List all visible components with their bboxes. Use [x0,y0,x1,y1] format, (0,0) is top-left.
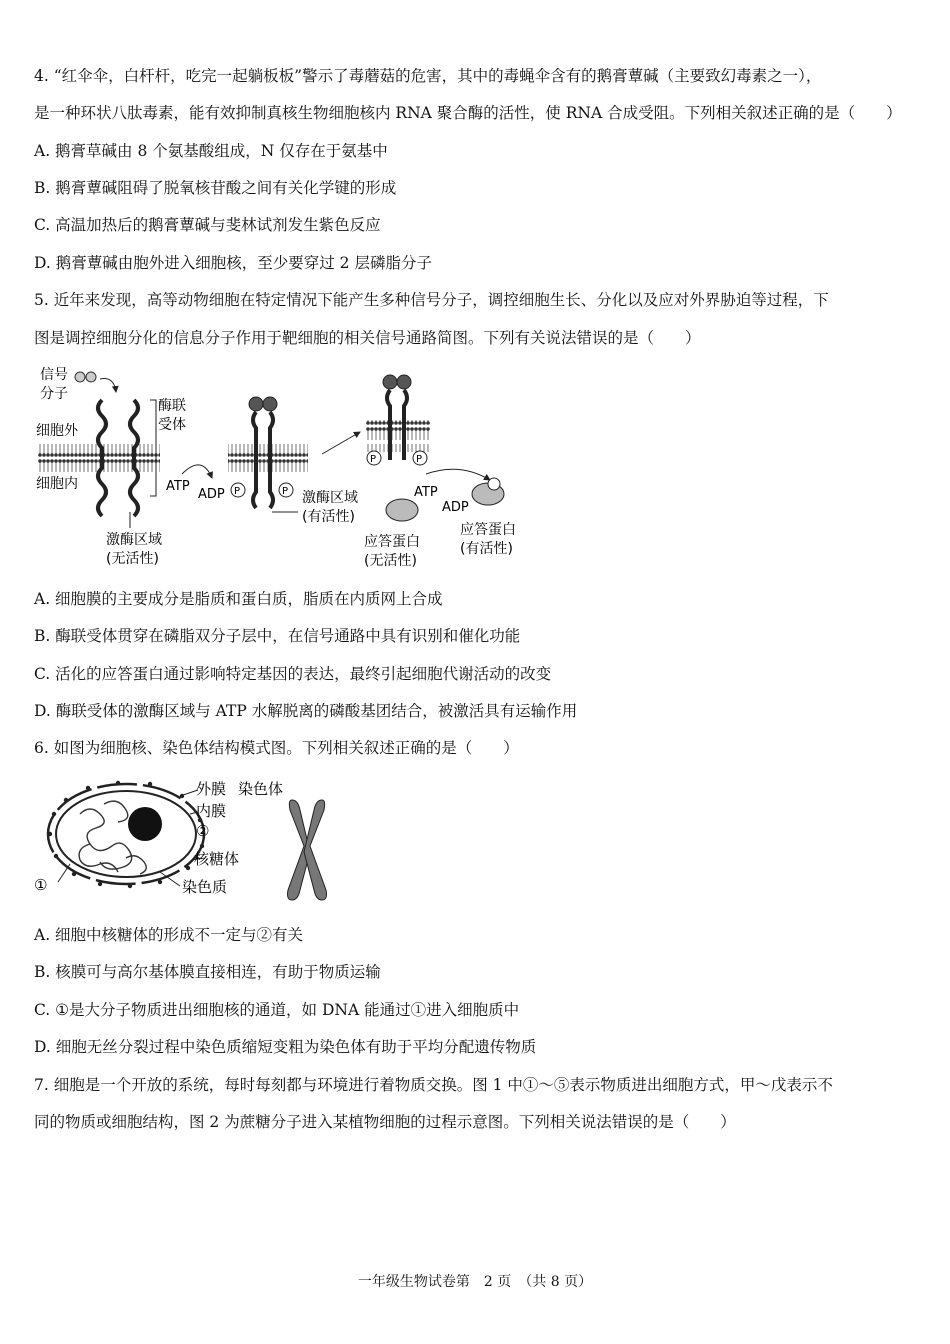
q5-signal-pathway-figure [30,362,530,574]
response-inactive-label-1: 应答蛋白 [364,534,420,550]
outside-label: 细胞外 [36,423,78,439]
signal-molecule-icon [75,372,85,382]
q4-stem-line1: 4. “红伞伞，白杆杆，吃完一起躺板板”警示了毒蘑菇的危害，其中的毒蝇伞含有的鹅膏蕈碱（主要致幻毒素之一）， [34,67,822,85]
inside-label: 细胞内 [36,476,78,492]
membrane-right [366,420,430,452]
q5-option-d: D. 酶联受体的激酶区域与 ATP 水解脱离的磷酸基团结合，被激活具有运输作用 [34,702,578,720]
adp-label-2: ADP [442,500,469,515]
kinase-inactive-label-2: (无活性) [106,551,159,567]
kinase-active-label-1: 激酶区域 [302,490,358,506]
response-protein-inactive [386,499,418,521]
q4-stem-line2: 是一种环状八肽毒素，能有效抑制真核生物细胞核内 RNA 聚合酶的活性，使 RNA 合成受阻。下列相关叙述正确的是（ ） [34,104,902,122]
phosphate-1: P [234,486,241,497]
ribosome-label: 核糖体 [194,850,240,868]
enzyme-label-2: 受体 [158,417,186,433]
channel-label: ① [34,876,48,894]
enzyme-label-1: 酶联 [158,398,186,414]
q6-nucleus-chromosome-figure [30,774,340,906]
phosphate-3: P [370,454,377,465]
q5-option-b: B. 酶联受体贯穿在磷脂双分子层中，在信号通路中具有识别和催化功能 [34,627,521,645]
phosphate-2: P [282,486,289,497]
outer-membrane-shape [48,784,204,884]
response-inactive-label-2: (无活性) [364,553,417,569]
q6-option-b: B. 核膜可与高尔基体膜直接相连，有助于物质运输 [34,963,381,981]
q7-stem-line2: 同的物质或细胞结构，图 2 为蔗糖分子进入某植物细胞的过程示意图。下列相关说法错误的是（ ） [34,1113,736,1131]
q4-option-c: C. 高温加热后的鹅膏蕈碱与斐林试剂发生紫色反应 [34,216,381,234]
q4-option-a: A. 鹅膏草碱由 8 个氨基酸组成，N 仅存在于氨基中 [34,142,388,160]
q5-stem-line2: 图是调控细胞分化的信息分子作用于靶细胞的相关信号通路简图。下列有关说法错误的是（ ） [34,329,701,347]
signal-label-1: 信号 [40,367,68,383]
adp-label-1: ADP [198,487,225,502]
q5-option-a: A. 细胞膜的主要成分是脂质和蛋白质，脂质在内质网上合成 [34,590,443,608]
chromatin-label: 染色质 [182,878,228,896]
response-active-label-2: (有活性) [460,541,513,557]
q6-stem: 6. 如图为细胞核、染色体结构模式图。下列相关叙述正确的是（ ） [34,739,519,757]
q6-option-a: A. 细胞中核糖体的形成不一定与②有关 [34,926,304,944]
q4-option-d: D. 鹅膏蕈碱由胞外进入细胞核，至少要穿过 2 层磷脂分子 [34,254,432,272]
q6-option-d: D. 细胞无丝分裂过程中染色质缩短变粗为染色体有助于平均分配遗传物质 [34,1038,537,1056]
signal-label-2: 分子 [40,386,68,402]
q6-option-c: C. ①是大分子物质进出细胞核的通道，如 DNA 能通过①进入细胞质中 [34,1001,520,1019]
q5-stem-line1: 5. 近年来发现，高等动物细胞在特定情况下能产生多种信号分子，调控细胞生长、分化以及应对外界胁迫等过程，下 [34,291,829,309]
phosphate-4: P [416,454,423,465]
inner-membrane-label: 内膜 [196,802,227,820]
kinase-inactive-label-1: 激酶区域 [106,532,162,548]
atp-label-1: ATP [166,479,190,494]
chromosome-label: 染色体 [238,780,284,798]
pore-label: ② [196,822,210,840]
outer-membrane-label: 外膜 [196,780,227,798]
nucleolus-shape [128,807,162,841]
atp-label-2: ATP [414,485,438,500]
page-footer: 一年级生物试卷第 2 页 （共 8 页） [357,1274,593,1290]
q4-option-b: B. 鹅膏蕈碱阻碍了脱氧核苷酸之间有关化学键的形成 [34,179,397,197]
chromosome-shape [288,800,327,900]
kinase-active-label-2: (有活性) [302,509,355,525]
q5-option-c: C. 活化的应答蛋白通过影响特定基因的表达，最终引起细胞代谢活动的改变 [34,665,552,683]
inner-membrane-shape [56,791,196,877]
q7-stem-line1: 7. 细胞是一个开放的系统，每时每刻都与环境进行着物质交换。图 1 中①～⑤表示物质进出细胞方式，甲～戊表示不 [34,1076,833,1094]
response-active-label-1: 应答蛋白 [460,522,516,538]
